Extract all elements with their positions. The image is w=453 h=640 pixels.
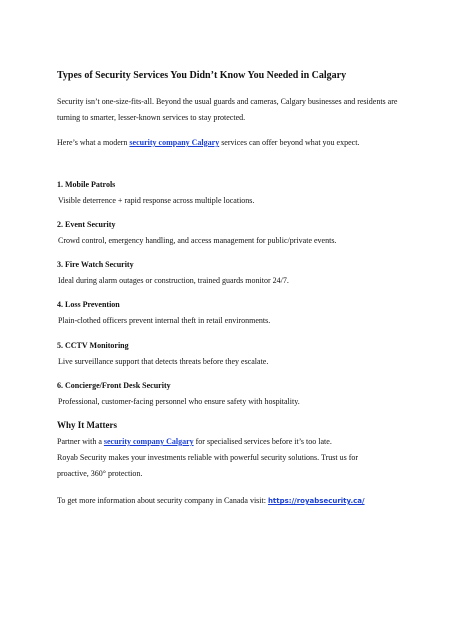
service-description: Professional, customer-facing personnel who ensure safety with hospitality.: [58, 397, 300, 406]
intro-link-paragraph: [57, 135, 387, 151]
intro-paragraph: Security isn’t one-size-fits-all. Beyond the usual guards and cameras, Calgary businesses and residents are turning to smarter, lesser-known services to stay protected.: [57, 97, 398, 122]
service-title: 5. CCTV Monitoring: [57, 341, 129, 350]
intro-text-before: Here’s what a modern: [57, 138, 130, 147]
why-it-matters-heading: Why It Matters: [57, 420, 117, 430]
service-description: Crowd control, emergency handling, and access management for public/private events.: [58, 236, 337, 245]
closing-text: To get more information about security company in Canada visit:: [57, 496, 268, 505]
why-text-after: for specialised services before it’s too late.: [193, 437, 332, 446]
why-it-matters-section: [57, 434, 387, 482]
service-item-fire-watch-security: [57, 259, 402, 287]
intro-text-after: services can offer beyond what you expect.: [219, 138, 360, 147]
why-body-paragraph: Royab Security makes your investments reliable with powerful security solutions. Trust us for proactive, 360° protection.: [57, 453, 359, 478]
service-item-cctv-monitoring: [57, 340, 402, 368]
service-description: Plain-clothed officers prevent internal theft in retail environments.: [58, 316, 271, 325]
service-title: 2. Event Security: [57, 220, 116, 229]
service-item-event-security: [57, 219, 402, 247]
service-item-concierge-front-desk: [57, 380, 402, 408]
document-title: Types of Security Services You Didn’t Know You Needed in Calgary: [57, 70, 347, 81]
security-company-calgary-link-2[interactable]: security company Calgary: [103, 437, 194, 446]
service-title: 3. Fire Watch Security: [57, 260, 134, 269]
royab-security-url-link[interactable]: https://royabsecurity.ca/: [267, 497, 365, 505]
security-company-calgary-link[interactable]: security company Calgary: [129, 138, 220, 147]
service-description: Live surveillance support that detects threats before they escalate.: [58, 357, 269, 366]
service-title: 4. Loss Prevention: [57, 300, 120, 309]
service-description: Visible deterrence + rapid response across multiple locations.: [58, 196, 255, 205]
service-title: 1. Mobile Patrols: [57, 180, 116, 189]
why-link-paragraph: [57, 434, 387, 450]
service-item-mobile-patrols: [57, 179, 402, 207]
why-text-before: Partner with a: [57, 437, 104, 446]
service-description: Ideal during alarm outages or construction, trained guards monitor 24/7.: [58, 276, 289, 285]
service-item-loss-prevention: [57, 299, 402, 327]
closing-paragraph: [57, 493, 402, 509]
service-title: 6. Concierge/Front Desk Security: [57, 381, 171, 390]
